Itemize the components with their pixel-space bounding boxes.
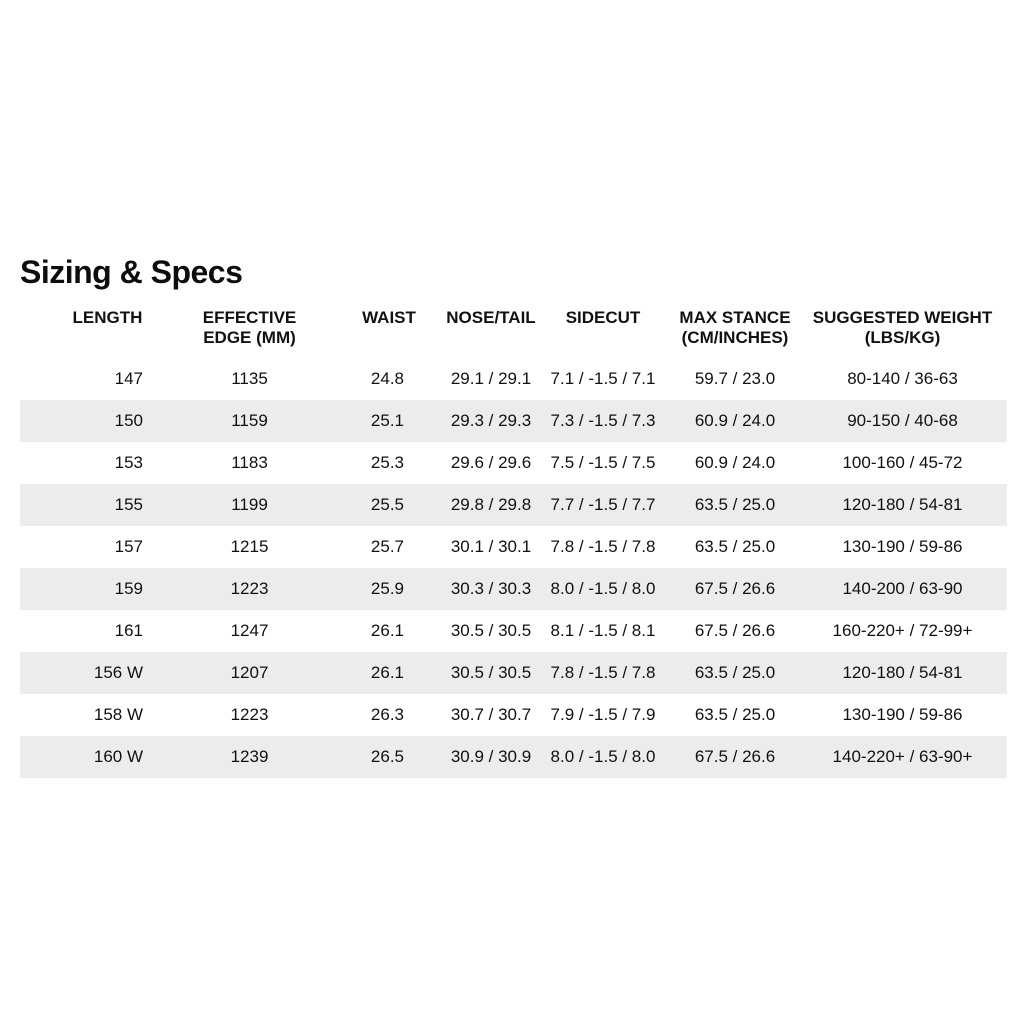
table-row: [20, 442, 1007, 484]
table-cell-sidecut: 7.3 / -1.5 / 7.3: [550, 411, 656, 430]
table-cell-length: 153: [114, 453, 143, 472]
table-cell-sidecut: 8.0 / -1.5 / 8.0: [550, 747, 656, 766]
table-cell-sidecut: 7.9 / -1.5 / 7.9: [550, 705, 656, 724]
table-row: [20, 400, 1007, 442]
table-cell-length: 158 W: [93, 705, 143, 724]
table-cell-waist: 25.7: [370, 537, 404, 556]
table-cell-sidecut: 7.8 / -1.5 / 7.8: [550, 537, 656, 556]
table-cell-suggested-weight: 120-180 / 54-81: [842, 495, 963, 514]
table-cell-effective-edge: 1199: [231, 495, 268, 514]
table-cell-waist: 25.3: [370, 453, 404, 472]
table-cell-suggested-weight: 120-180 / 54-81: [842, 663, 963, 682]
table-cell-max-stance: 67.5 / 26.6: [694, 747, 776, 766]
table-cell-effective-edge: 1223: [230, 579, 269, 598]
table-cell-sidecut: 8.0 / -1.5 / 8.0: [550, 579, 656, 598]
table-row: [20, 652, 1007, 694]
table-cell-nose-tail: 29.8 / 29.8: [450, 495, 532, 514]
table-cell-nose-tail: 29.6 / 29.6: [450, 453, 532, 472]
table-cell-suggested-weight: 160-220+ / 72-99+: [832, 621, 973, 640]
table-cell-effective-edge: 1159: [231, 411, 268, 430]
specs-table: [20, 306, 1007, 778]
column-header-suggested-weight: SUGGESTED WEIGHT (LBS/KG): [812, 308, 993, 347]
column-header-nose-tail: NOSE/TAIL: [446, 308, 536, 327]
table-cell-waist: 25.5: [370, 495, 404, 514]
table-cell-sidecut: 7.1 / -1.5 / 7.1: [550, 369, 656, 388]
table-cell-length: 150: [114, 411, 143, 430]
table-cell-length: 155: [114, 495, 143, 514]
table-cell-nose-tail: 29.3 / 29.3: [450, 411, 532, 430]
table-cell-nose-tail: 30.7 / 30.7: [450, 705, 532, 724]
table-cell-effective-edge: 1183: [231, 453, 268, 472]
table-cell-length: 160 W: [93, 747, 143, 766]
table-cell-effective-edge: 1247: [230, 621, 269, 640]
table-cell-waist: 25.9: [370, 579, 404, 598]
table-cell-max-stance: 60.9 / 24.0: [694, 453, 776, 472]
table-cell-suggested-weight: 140-200 / 63-90: [842, 579, 963, 598]
table-cell-max-stance: 63.5 / 25.0: [694, 537, 776, 556]
table-cell-suggested-weight: 130-190 / 59-86: [842, 705, 963, 724]
table-cell-effective-edge: 1223: [230, 705, 269, 724]
table-cell-suggested-weight: 90-150 / 40-68: [847, 411, 958, 430]
table-cell-max-stance: 63.5 / 25.0: [694, 495, 776, 514]
table-cell-effective-edge: 1215: [230, 537, 269, 556]
table-cell-sidecut: 7.7 / -1.5 / 7.7: [550, 495, 656, 514]
table-cell-effective-edge: 1135: [231, 369, 268, 388]
table-cell-nose-tail: 30.3 / 30.3: [450, 579, 532, 598]
table-cell-max-stance: 59.7 / 23.0: [694, 369, 776, 388]
table-cell-max-stance: 60.9 / 24.0: [694, 411, 776, 430]
table-cell-length: 156 W: [93, 663, 143, 682]
table-cell-suggested-weight: 100-160 / 45-72: [842, 453, 963, 472]
column-header-effective-edge: EFFECTIVE EDGE (MM): [202, 308, 297, 347]
column-header-max-stance: MAX STANCE (CM/INCHES): [679, 308, 791, 347]
column-header-waist: WAIST: [362, 308, 416, 327]
table-cell-length: 161: [114, 621, 143, 640]
table-row: [20, 694, 1007, 736]
table-cell-length: 157: [114, 537, 143, 556]
table-cell-waist: 26.3: [370, 705, 404, 724]
table-cell-length: 159: [114, 579, 143, 598]
table-cell-suggested-weight: 140-220+ / 63-90+: [832, 747, 973, 766]
column-header-length: LENGTH: [72, 308, 143, 327]
table-cell-nose-tail: 30.5 / 30.5: [450, 663, 532, 682]
table-cell-waist: 26.1: [370, 621, 404, 640]
table-cell-suggested-weight: 80-140 / 36-63: [847, 369, 958, 388]
table-row: [20, 568, 1007, 610]
table-cell-nose-tail: 30.9 / 30.9: [450, 747, 532, 766]
table-cell-max-stance: 63.5 / 25.0: [694, 705, 776, 724]
table-cell-nose-tail: 30.1 / 30.1: [450, 537, 532, 556]
table-cell-waist: 26.5: [370, 747, 404, 766]
table-cell-length: 147: [114, 369, 143, 388]
page-title: Sizing & Specs: [20, 254, 243, 290]
table-cell-max-stance: 67.5 / 26.6: [694, 579, 776, 598]
table-row: [20, 358, 1007, 400]
table-cell-suggested-weight: 130-190 / 59-86: [842, 537, 963, 556]
table-cell-waist: 26.1: [370, 663, 404, 682]
table-cell-effective-edge: 1239: [230, 747, 269, 766]
table-row: [20, 736, 1007, 778]
table-cell-nose-tail: 30.5 / 30.5: [450, 621, 532, 640]
table-row: [20, 526, 1007, 568]
table-row: [20, 484, 1007, 526]
table-cell-waist: 25.1: [370, 411, 404, 430]
table-cell-sidecut: 7.5 / -1.5 / 7.5: [550, 453, 656, 472]
table-header-row: [20, 306, 1007, 358]
table-cell-sidecut: 7.8 / -1.5 / 7.8: [550, 663, 656, 682]
table-row: [20, 610, 1007, 652]
table-cell-nose-tail: 29.1 / 29.1: [450, 369, 532, 388]
table-cell-waist: 24.8: [370, 369, 404, 388]
table-cell-effective-edge: 1207: [230, 663, 269, 682]
table-cell-sidecut: 8.1 / -1.5 / 8.1: [550, 621, 656, 640]
table-cell-max-stance: 67.5 / 26.6: [694, 621, 776, 640]
table-body: [20, 358, 1007, 778]
column-header-sidecut: SIDECUT: [565, 308, 641, 327]
table-cell-max-stance: 63.5 / 25.0: [694, 663, 776, 682]
